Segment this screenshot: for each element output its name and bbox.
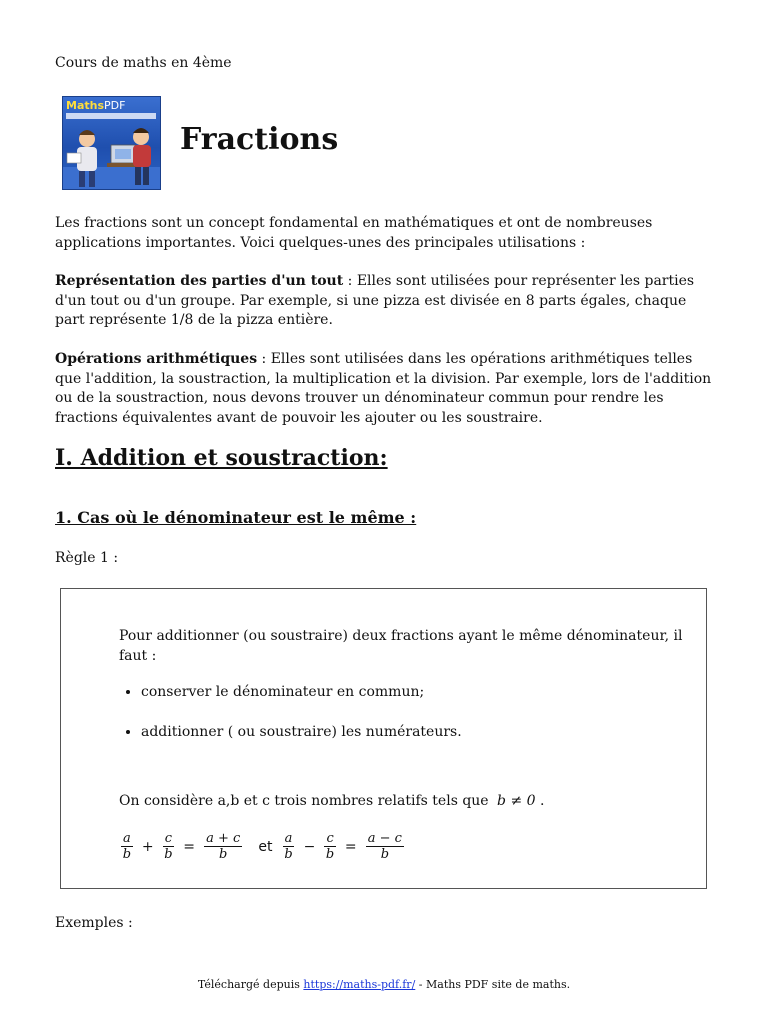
page-footer: Téléchargé depuis https://maths-pdf.fr/ - Maths PDF site de maths. — [197, 978, 571, 991]
operations-term: Opérations arithmétiques — [55, 351, 258, 367]
fraction: $\frac{c}{b}$ — [164, 831, 173, 862]
fraction: $\frac{a - c}{b}$ — [367, 831, 402, 862]
rule-consider: On considère a,b et c trois nombres relatifs tels que b ≠ 0 . — [119, 793, 545, 809]
page-title: Fractions — [180, 122, 339, 157]
section-heading: I. Addition et soustraction: — [55, 445, 388, 471]
rule-list — [119, 683, 462, 762]
operations-paragraph: Opérations arithmétiques : Elles sont utilisées dans les opérations arithmétiques telles que l'addition, la soustraction, la multiplication et la division. Par exemple, lors de l'addition ou de la soustraction, nous devons trouver un dénominateur commun pour rendre les fractions équivalentes avant de pouvoir les ajouter ou les soustraire. — [55, 351, 712, 426]
logo-brand: MathsPDF — [66, 99, 126, 112]
fraction: $\frac{a}{b}$ — [284, 831, 293, 862]
list-item: • additionner ( ou soustraire) les numérateurs. — [141, 723, 462, 743]
subsection-heading: 1. Cas où le dénominateur est le même : — [55, 508, 417, 527]
list-item: • conserver le dénominateur en commun; — [141, 683, 462, 703]
rule-box — [60, 588, 707, 889]
rule-label: Règle 1 : — [55, 550, 119, 566]
course-label: Cours de maths en 4ème — [55, 55, 232, 71]
addition-formula: $\frac{a}{b}$ + $\frac{c}{b}$ = $\frac{a + c}{b}$ et $\frac{a}{b}$ − $\frac{c}{b}$ = $\frac{a - c}{b}$ — [122, 831, 402, 862]
maths-pdf-logo — [62, 96, 161, 190]
fraction: $\frac{c}{b}$ — [325, 831, 335, 862]
rule-intro: Pour additionner (ou soustraire) deux fractions ayant le même dénominateur, il faut : — [119, 628, 683, 664]
site-link[interactable]: https://maths-pdf.fr/ — [303, 978, 416, 991]
fraction: $\frac{a + c}{b}$ — [206, 831, 241, 862]
formula-connector: et — [258, 838, 273, 855]
nonzero-condition: b ≠ 0 — [497, 793, 536, 809]
parts-term: Représentation des parties d'un tout — [55, 273, 344, 289]
logo-illustration — [63, 119, 160, 189]
parts-paragraph: Représentation des parties d'un tout : Elles sont utilisées pour représenter les parties d'un tout ou d'un groupe. Par exemple, si une pizza est divisée en 8 parts égales, chaque part représente 1/8 de la pizza entière. — [55, 273, 695, 328]
examples-label: Exemples : — [55, 915, 133, 931]
intro-paragraph: Les fractions sont un concept fondamental en mathématiques et ont de nombreuses applications importantes. Voici quelques-unes des principales utilisations : — [55, 215, 653, 251]
fraction: $\frac{a}{b}$ — [122, 831, 132, 862]
